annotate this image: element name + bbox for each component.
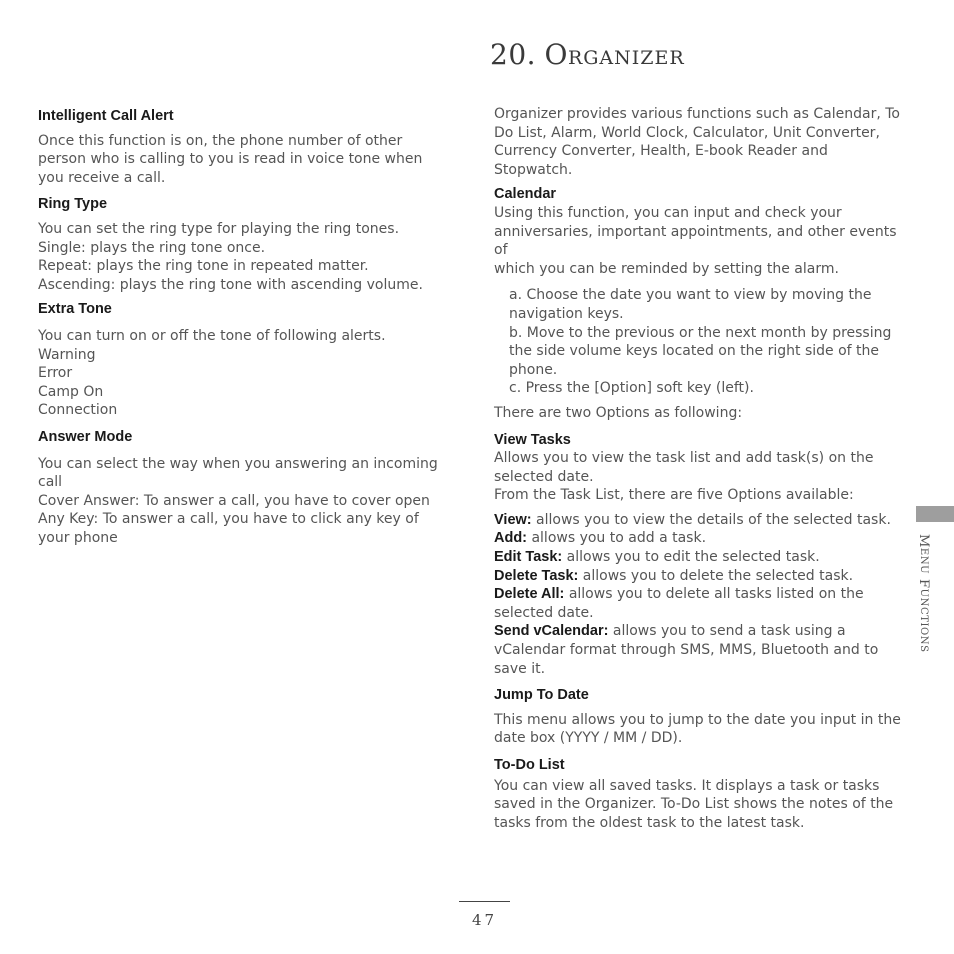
step-line: c. Press the [Option] soft key (left). [509, 380, 754, 397]
page-number-rule [459, 901, 510, 902]
list-item: Connection [38, 402, 118, 419]
option-text: allows you to delete all tasks listed on the [564, 586, 864, 603]
section-heading-to-do-list: To-Do List [494, 757, 565, 773]
paragraph-line: saved in the Organizer. To-Do List shows the notes of the [494, 796, 894, 813]
option-label: Edit Task: [494, 549, 563, 566]
option-line-delete-all [494, 585, 908, 604]
intro-line: Currency Converter, Health, E-book Reader and [494, 143, 828, 160]
paragraph-line: From the Task List, there are five Options available: [494, 487, 854, 504]
intro-line: Organizer provides various functions such as Calendar, To [494, 106, 900, 122]
left-column [38, 105, 438, 547]
paragraph-line: Single: plays the ring tone once. [38, 239, 266, 256]
section-heading-intelligent-call-alert: Intelligent Call Alert [38, 108, 174, 124]
section-heading-view-tasks: View Tasks [494, 431, 571, 448]
paragraph-line: You can select the way when you answering an incoming [38, 455, 438, 472]
option-label: Delete All: [494, 586, 565, 603]
paragraph-line: Using this function, you can input and check your [494, 204, 842, 221]
chapter-number: 20. [490, 38, 537, 71]
side-tab-marker [916, 506, 954, 522]
section-heading-answer-mode: Answer Mode [38, 428, 133, 445]
option-text: vCalendar format through SMS, MMS, Bluetooth and to [494, 642, 879, 659]
option-line-send-vcalendar [494, 622, 908, 641]
section-heading-ring-type: Ring Type [38, 196, 108, 213]
intro-line: Do List, Alarm, World Clock, Calculator, Unit Converter, [494, 124, 880, 141]
option-line-add [494, 529, 908, 548]
step-line: b. Move to the previous or the next month by pressing [509, 324, 892, 341]
paragraph-line: date box (YYYY / MM / DD). [494, 730, 683, 747]
step-line: the side volume keys located on the right side of the [509, 343, 880, 360]
paragraph-line: tasks from the oldest task to the latest task. [494, 814, 805, 831]
option-text: allows you to edit the selected task. [562, 549, 820, 566]
option-line-delete-task [494, 567, 908, 586]
option-label: View: [494, 511, 532, 528]
step-line: a. Choose the date you want to view by moving the [509, 287, 872, 304]
paragraph-line: Allows you to view the task list and add task(s) on the [494, 450, 874, 467]
option-label: Delete Task: [494, 567, 579, 584]
paragraph-line: You can view all saved tasks. It displays a task or tasks [494, 777, 880, 794]
section-heading-extra-tone: Extra Tone [38, 301, 112, 318]
option-text: allows you to view the details of the selected task. [531, 511, 891, 528]
option-line-continuation [494, 660, 908, 679]
list-item: Error [38, 365, 73, 382]
options-intro-line: There are two Options as following: [494, 404, 743, 421]
paragraph-line: Ascending: plays the ring tone with ascending volume. [38, 276, 423, 293]
paragraph-line: This menu allows you to jump to the date you input in the [494, 711, 901, 728]
paragraph-line: Repeat: plays the ring tone in repeated matter. [38, 258, 369, 275]
option-label: Send vCalendar: [494, 623, 609, 640]
paragraph-line: anniversaries, important appointments, and other events of [494, 223, 897, 259]
side-section-label [916, 534, 931, 653]
side-word-initial: F [916, 578, 931, 589]
option-text: allows you to add a task. [527, 530, 707, 547]
step-line: phone. [509, 361, 558, 378]
paragraph-line: You can set the ring type for playing the ring tones. [38, 220, 400, 237]
option-line-continuation [494, 604, 908, 623]
side-word-rest: ENU [918, 547, 929, 575]
paragraph-line: selected date. [494, 468, 594, 485]
paragraph-line: You can turn on or off the tone of following alerts. [38, 327, 386, 344]
title-rest: RGANIZER [567, 47, 685, 69]
side-word-initial: M [916, 534, 931, 548]
page-title [490, 38, 685, 71]
paragraph-line: Any Key: To answer a call, you have to click any key of [38, 511, 419, 528]
option-label: Add: [494, 530, 528, 547]
paragraph-line: Cover Answer: To answer a call, you have to cover open [38, 492, 430, 509]
option-text: allows you to delete the selected task. [578, 567, 854, 584]
side-word-rest: UNCTIONS [918, 588, 929, 653]
option-text: allows you to send a task using a [608, 623, 846, 640]
intro-line: Stopwatch. [494, 161, 573, 178]
option-line-edit-task [494, 548, 908, 567]
list-item: Camp On [38, 383, 104, 400]
option-line-continuation [494, 641, 908, 660]
list-item: Warning [38, 346, 96, 363]
title-initial: O [544, 38, 568, 71]
option-text: selected date. [494, 604, 594, 621]
paragraph-line: you receive a call. [38, 169, 166, 186]
option-text: save it. [494, 660, 546, 677]
option-line-view [494, 511, 908, 530]
paragraph-line: which you can be reminded by setting the alarm. [494, 260, 839, 277]
right-column [494, 105, 908, 832]
paragraph-line: call [38, 474, 63, 491]
page-number: 47 [471, 911, 498, 929]
paragraph-line: person who is calling to you is read in voice tone when [38, 151, 423, 168]
step-line: navigation keys. [509, 305, 624, 322]
paragraph-line: Once this function is on, the phone number of other [38, 132, 403, 149]
section-heading-calendar: Calendar [494, 186, 557, 203]
paragraph-line: your phone [38, 529, 118, 546]
section-heading-jump-to-date: Jump To Date [494, 687, 589, 704]
